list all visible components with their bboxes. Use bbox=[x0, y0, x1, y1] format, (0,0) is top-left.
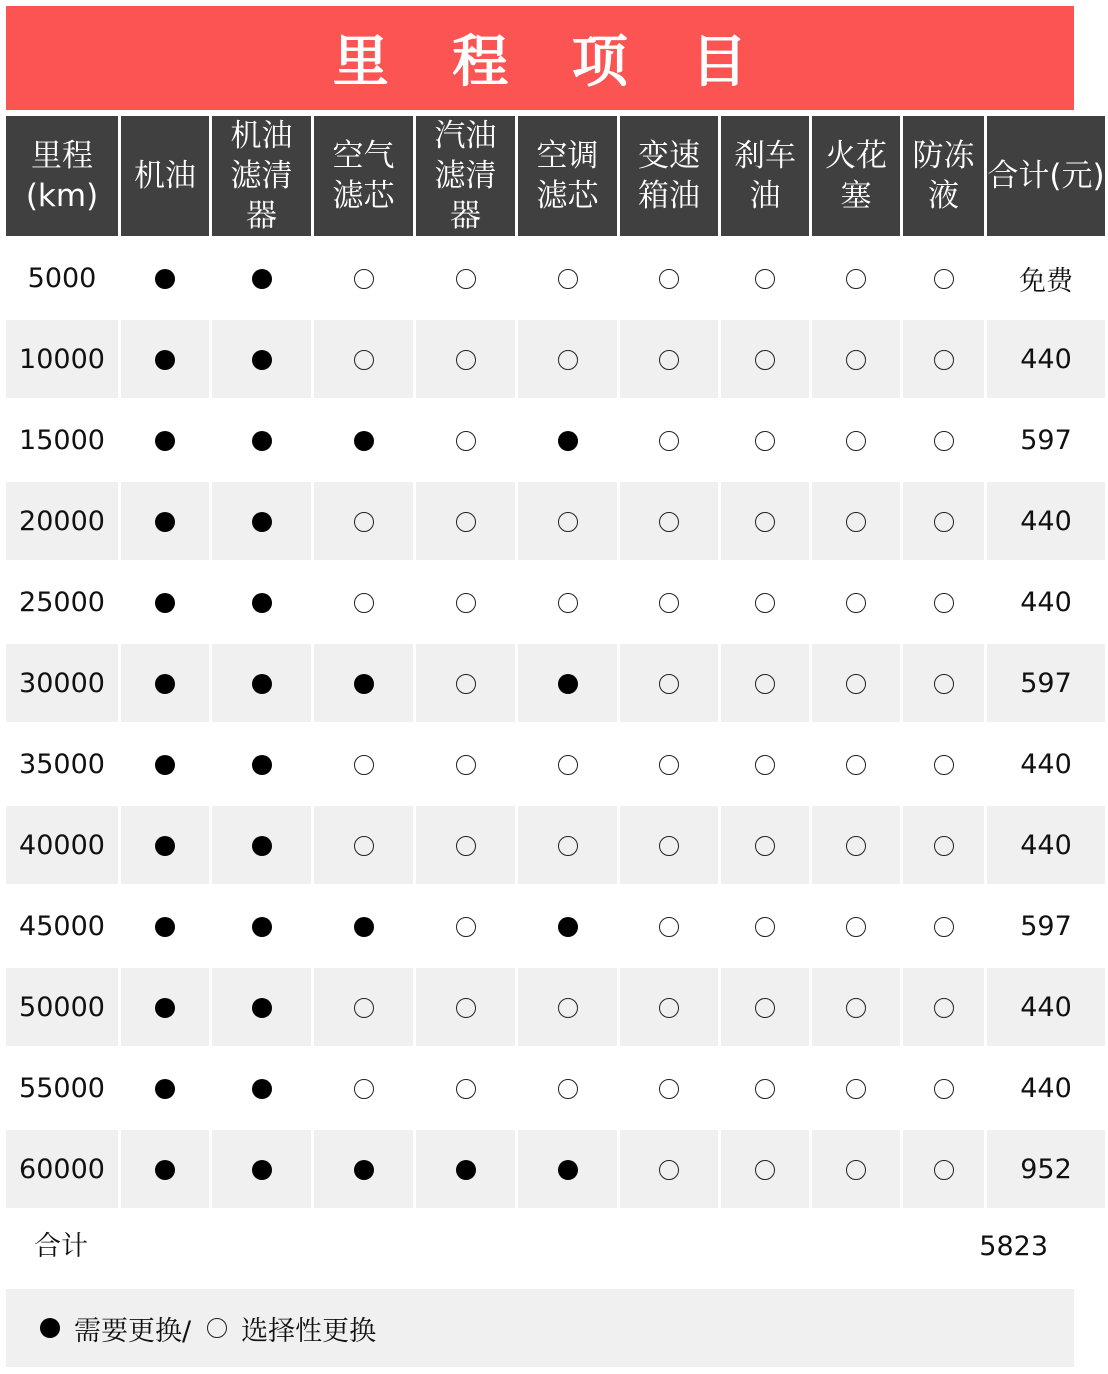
item-cell bbox=[212, 398, 311, 479]
table-row bbox=[6, 317, 1105, 398]
filled-dot-icon bbox=[155, 836, 175, 856]
item-cell bbox=[314, 317, 413, 398]
item-cell bbox=[416, 1046, 515, 1127]
table-row bbox=[6, 803, 1105, 884]
item-cell bbox=[620, 317, 718, 398]
column-header-line: 滤芯 bbox=[536, 178, 599, 214]
item-cell bbox=[121, 479, 209, 560]
row-total-cell: 免费 bbox=[987, 236, 1105, 317]
column-header-line: 刹车 bbox=[734, 138, 796, 174]
row-total-cell: 440 bbox=[987, 965, 1105, 1046]
column-header bbox=[121, 116, 209, 236]
item-cell bbox=[314, 803, 413, 884]
item-cell bbox=[812, 1046, 900, 1127]
empty-dot-icon bbox=[558, 350, 578, 370]
filled-dot-icon bbox=[252, 836, 272, 856]
item-cell bbox=[903, 317, 984, 398]
column-header-line: 箱油 bbox=[638, 178, 700, 214]
empty-dot-icon bbox=[354, 593, 374, 613]
empty-dot-icon bbox=[934, 917, 954, 937]
empty-dot-icon bbox=[755, 350, 775, 370]
empty-dot-icon bbox=[659, 269, 679, 289]
item-cell bbox=[121, 1127, 209, 1208]
filled-dot-icon bbox=[252, 350, 272, 370]
filled-dot-icon bbox=[354, 431, 374, 451]
empty-dot-icon bbox=[659, 836, 679, 856]
empty-dot-icon bbox=[354, 269, 374, 289]
column-header-line: 防冻 bbox=[912, 138, 975, 174]
empty-dot-icon bbox=[456, 593, 476, 613]
table-row bbox=[6, 884, 1105, 965]
column-header-line: 滤清 bbox=[434, 158, 497, 194]
item-cell bbox=[314, 398, 413, 479]
item-cell bbox=[416, 884, 515, 965]
empty-dot-icon bbox=[934, 431, 954, 451]
empty-dot-icon bbox=[456, 674, 476, 694]
empty-dot-icon bbox=[755, 269, 775, 289]
filled-dot-icon bbox=[456, 1160, 476, 1180]
table-row bbox=[6, 236, 1105, 317]
empty-dot-icon bbox=[846, 431, 866, 451]
row-total-cell: 952 bbox=[987, 1127, 1105, 1208]
filled-dot-icon bbox=[155, 755, 175, 775]
filled-dot-icon bbox=[354, 917, 374, 937]
item-cell bbox=[620, 641, 718, 722]
item-cell bbox=[416, 236, 515, 317]
filled-dot-icon bbox=[252, 755, 272, 775]
item-cell bbox=[121, 560, 209, 641]
item-cell bbox=[721, 1046, 809, 1127]
empty-dot-icon bbox=[934, 269, 954, 289]
empty-dot-icon bbox=[934, 836, 954, 856]
column-header-line: 合计(元) bbox=[987, 158, 1105, 194]
row-total-cell: 440 bbox=[987, 317, 1105, 398]
filled-dot-icon bbox=[155, 269, 175, 289]
column-header-line: 器 bbox=[246, 198, 277, 234]
item-cell bbox=[518, 722, 617, 803]
empty-dot-icon bbox=[659, 755, 679, 775]
empty-dot-icon bbox=[755, 998, 775, 1018]
empty-dot-icon bbox=[456, 512, 476, 532]
item-cell bbox=[518, 884, 617, 965]
column-header bbox=[518, 116, 617, 236]
item-cell bbox=[721, 398, 809, 479]
item-cell bbox=[620, 803, 718, 884]
item-cell bbox=[121, 317, 209, 398]
column-header-line: 油 bbox=[749, 178, 781, 214]
item-cell bbox=[620, 479, 718, 560]
item-cell bbox=[620, 1127, 718, 1208]
table-row bbox=[6, 965, 1105, 1046]
empty-dot-icon bbox=[755, 836, 775, 856]
empty-dot-icon bbox=[558, 998, 578, 1018]
column-header bbox=[812, 116, 900, 236]
table-header-row bbox=[6, 116, 1105, 236]
item-cell bbox=[212, 884, 311, 965]
column-header-line: 液 bbox=[928, 178, 959, 214]
empty-dot-icon bbox=[659, 1160, 679, 1180]
mileage-cell: 30000 bbox=[6, 641, 118, 722]
item-cell bbox=[416, 722, 515, 803]
item-cell bbox=[121, 1046, 209, 1127]
column-header bbox=[903, 116, 984, 236]
empty-dot-icon bbox=[354, 755, 374, 775]
item-cell bbox=[416, 965, 515, 1046]
filled-dot-icon bbox=[155, 593, 175, 613]
item-cell bbox=[812, 641, 900, 722]
row-total-cell: 597 bbox=[987, 641, 1105, 722]
column-header-line: 空调 bbox=[536, 138, 599, 174]
item-cell bbox=[121, 641, 209, 722]
item-cell bbox=[121, 236, 209, 317]
empty-dot-icon bbox=[934, 512, 954, 532]
empty-dot-icon bbox=[755, 512, 775, 532]
filled-dot-icon bbox=[155, 350, 175, 370]
filled-dot-icon bbox=[558, 431, 578, 451]
empty-dot-icon bbox=[846, 350, 866, 370]
item-cell bbox=[518, 317, 617, 398]
filled-dot-icon bbox=[252, 512, 272, 532]
empty-dot-icon bbox=[659, 512, 679, 532]
column-header-line: 变速 bbox=[638, 138, 700, 174]
empty-dot-icon bbox=[456, 998, 476, 1018]
empty-dot-icon bbox=[456, 350, 476, 370]
item-cell bbox=[903, 722, 984, 803]
column-header bbox=[212, 116, 311, 236]
item-cell bbox=[620, 1046, 718, 1127]
summary-row bbox=[6, 1208, 1074, 1286]
empty-dot-icon bbox=[456, 431, 476, 451]
table-row bbox=[6, 560, 1105, 641]
empty-dot-icon bbox=[755, 674, 775, 694]
column-header-line: 滤清 bbox=[230, 158, 293, 194]
filled-dot-icon bbox=[354, 1160, 374, 1180]
row-total-cell: 440 bbox=[987, 1046, 1105, 1127]
page-title: 里 程 项 目 bbox=[6, 6, 1074, 110]
item-cell bbox=[416, 479, 515, 560]
table-row bbox=[6, 479, 1105, 560]
column-header bbox=[987, 116, 1105, 236]
item-cell bbox=[416, 398, 515, 479]
item-cell bbox=[903, 641, 984, 722]
item-cell bbox=[212, 965, 311, 1046]
item-cell bbox=[620, 965, 718, 1046]
table-row bbox=[6, 1046, 1105, 1127]
item-cell bbox=[212, 722, 311, 803]
item-cell bbox=[903, 884, 984, 965]
table-row bbox=[6, 722, 1105, 803]
empty-dot-icon bbox=[659, 593, 679, 613]
item-cell bbox=[212, 803, 311, 884]
empty-dot-icon bbox=[659, 917, 679, 937]
empty-dot-icon bbox=[558, 755, 578, 775]
empty-dot-icon bbox=[354, 836, 374, 856]
mileage-cell: 55000 bbox=[6, 1046, 118, 1127]
mileage-cell: 35000 bbox=[6, 722, 118, 803]
row-total-cell: 597 bbox=[987, 884, 1105, 965]
empty-dot-icon bbox=[755, 593, 775, 613]
column-header-line: 器 bbox=[450, 198, 481, 234]
table-row bbox=[6, 398, 1105, 479]
item-cell bbox=[620, 722, 718, 803]
empty-dot-icon bbox=[207, 1318, 227, 1338]
row-total-cell: 440 bbox=[987, 560, 1105, 641]
item-cell bbox=[721, 965, 809, 1046]
item-cell bbox=[416, 317, 515, 398]
empty-dot-icon bbox=[456, 1079, 476, 1099]
item-cell bbox=[721, 803, 809, 884]
item-cell bbox=[416, 641, 515, 722]
empty-dot-icon bbox=[755, 1079, 775, 1099]
empty-dot-icon bbox=[846, 512, 866, 532]
empty-dot-icon bbox=[659, 1079, 679, 1099]
item-cell bbox=[314, 884, 413, 965]
empty-dot-icon bbox=[456, 917, 476, 937]
item-cell bbox=[518, 398, 617, 479]
mileage-cell: 45000 bbox=[6, 884, 118, 965]
empty-dot-icon bbox=[558, 1079, 578, 1099]
summary-label: 合计 bbox=[34, 1231, 88, 1262]
column-header bbox=[620, 116, 718, 236]
filled-dot-icon bbox=[155, 917, 175, 937]
item-cell bbox=[314, 560, 413, 641]
item-cell bbox=[518, 560, 617, 641]
empty-dot-icon bbox=[354, 512, 374, 532]
empty-dot-icon bbox=[755, 917, 775, 937]
empty-dot-icon bbox=[354, 998, 374, 1018]
column-header-line: 塞 bbox=[840, 178, 872, 214]
item-cell bbox=[721, 722, 809, 803]
item-cell bbox=[212, 560, 311, 641]
column-header-line: 里程 bbox=[31, 138, 93, 174]
empty-dot-icon bbox=[354, 350, 374, 370]
empty-dot-icon bbox=[456, 755, 476, 775]
row-total-cell: 440 bbox=[987, 803, 1105, 884]
empty-dot-icon bbox=[659, 431, 679, 451]
item-cell bbox=[121, 965, 209, 1046]
summary-value: 5823 bbox=[979, 1231, 1048, 1262]
item-cell bbox=[903, 560, 984, 641]
empty-dot-icon bbox=[934, 674, 954, 694]
column-header bbox=[314, 116, 413, 236]
item-cell bbox=[903, 965, 984, 1046]
item-cell bbox=[314, 965, 413, 1046]
item-cell bbox=[812, 884, 900, 965]
empty-dot-icon bbox=[846, 674, 866, 694]
item-cell bbox=[121, 398, 209, 479]
item-cell bbox=[721, 560, 809, 641]
item-cell bbox=[121, 722, 209, 803]
filled-dot-icon bbox=[252, 593, 272, 613]
item-cell bbox=[721, 884, 809, 965]
column-header bbox=[721, 116, 809, 236]
item-cell bbox=[314, 722, 413, 803]
item-cell bbox=[721, 1127, 809, 1208]
item-cell bbox=[212, 1046, 311, 1127]
column-header-line: 机油 bbox=[230, 118, 293, 154]
filled-dot-icon bbox=[252, 917, 272, 937]
empty-dot-icon bbox=[456, 269, 476, 289]
mileage-cell: 50000 bbox=[6, 965, 118, 1046]
item-cell bbox=[903, 803, 984, 884]
empty-dot-icon bbox=[558, 269, 578, 289]
empty-dot-icon bbox=[934, 593, 954, 613]
item-cell bbox=[518, 479, 617, 560]
column-header-line: (km) bbox=[25, 178, 99, 214]
column-header bbox=[416, 116, 515, 236]
mileage-cell: 25000 bbox=[6, 560, 118, 641]
filled-dot-icon bbox=[155, 1079, 175, 1099]
item-cell bbox=[416, 803, 515, 884]
mileage-cell: 10000 bbox=[6, 317, 118, 398]
empty-dot-icon bbox=[934, 998, 954, 1018]
empty-dot-icon bbox=[934, 1160, 954, 1180]
legend-required-label: 需要更换/ bbox=[74, 1315, 192, 1347]
filled-dot-icon bbox=[252, 1079, 272, 1099]
column-header-line: 火花 bbox=[825, 138, 887, 174]
item-cell bbox=[620, 398, 718, 479]
item-cell bbox=[518, 1127, 617, 1208]
item-cell bbox=[812, 1127, 900, 1208]
item-cell bbox=[212, 1127, 311, 1208]
empty-dot-icon bbox=[934, 1079, 954, 1099]
empty-dot-icon bbox=[659, 674, 679, 694]
empty-dot-icon bbox=[659, 998, 679, 1018]
item-cell bbox=[518, 236, 617, 317]
item-cell bbox=[416, 1127, 515, 1208]
mileage-cell: 20000 bbox=[6, 479, 118, 560]
item-cell bbox=[314, 1046, 413, 1127]
empty-dot-icon bbox=[846, 269, 866, 289]
mileage-cell: 60000 bbox=[6, 1127, 118, 1208]
empty-dot-icon bbox=[846, 755, 866, 775]
filled-dot-icon bbox=[252, 674, 272, 694]
table-body bbox=[6, 236, 1105, 1208]
item-cell bbox=[903, 479, 984, 560]
column-header bbox=[6, 116, 118, 236]
item-cell bbox=[121, 884, 209, 965]
filled-dot-icon bbox=[155, 431, 175, 451]
table-row bbox=[6, 1127, 1105, 1208]
filled-dot-icon bbox=[558, 1160, 578, 1180]
mileage-cell: 15000 bbox=[6, 398, 118, 479]
empty-dot-icon bbox=[846, 1079, 866, 1099]
empty-dot-icon bbox=[558, 512, 578, 532]
item-cell bbox=[518, 803, 617, 884]
column-header-line: 机油 bbox=[134, 158, 196, 194]
empty-dot-icon bbox=[846, 836, 866, 856]
empty-dot-icon bbox=[659, 350, 679, 370]
item-cell bbox=[212, 236, 311, 317]
item-cell bbox=[121, 803, 209, 884]
item-cell bbox=[518, 965, 617, 1046]
row-total-cell: 440 bbox=[987, 479, 1105, 560]
empty-dot-icon bbox=[846, 1160, 866, 1180]
empty-dot-icon bbox=[755, 1160, 775, 1180]
filled-dot-icon bbox=[558, 917, 578, 937]
item-cell bbox=[518, 641, 617, 722]
item-cell bbox=[212, 641, 311, 722]
item-cell bbox=[620, 884, 718, 965]
item-cell bbox=[721, 236, 809, 317]
filled-dot-icon bbox=[252, 1160, 272, 1180]
item-cell bbox=[903, 1127, 984, 1208]
item-cell bbox=[812, 398, 900, 479]
item-cell bbox=[812, 236, 900, 317]
item-cell bbox=[812, 803, 900, 884]
item-cell bbox=[314, 479, 413, 560]
item-cell bbox=[314, 1127, 413, 1208]
column-header-line: 滤芯 bbox=[332, 178, 395, 214]
item-cell bbox=[212, 479, 311, 560]
empty-dot-icon bbox=[846, 593, 866, 613]
empty-dot-icon bbox=[456, 836, 476, 856]
maintenance-table bbox=[3, 116, 1108, 1208]
filled-dot-icon bbox=[252, 998, 272, 1018]
legend-optional-label: 选择性更换 bbox=[241, 1315, 377, 1347]
item-cell bbox=[314, 236, 413, 317]
filled-dot-icon bbox=[155, 1160, 175, 1180]
item-cell bbox=[721, 479, 809, 560]
empty-dot-icon bbox=[558, 836, 578, 856]
item-cell bbox=[903, 236, 984, 317]
empty-dot-icon bbox=[354, 1079, 374, 1099]
filled-dot-icon bbox=[252, 431, 272, 451]
empty-dot-icon bbox=[846, 998, 866, 1018]
row-total-cell: 440 bbox=[987, 722, 1105, 803]
row-total-cell: 597 bbox=[987, 398, 1105, 479]
empty-dot-icon bbox=[755, 755, 775, 775]
filled-dot-icon bbox=[558, 674, 578, 694]
table-row bbox=[6, 641, 1105, 722]
item-cell bbox=[721, 317, 809, 398]
item-cell bbox=[518, 1046, 617, 1127]
item-cell bbox=[812, 479, 900, 560]
mileage-cell: 40000 bbox=[6, 803, 118, 884]
empty-dot-icon bbox=[934, 350, 954, 370]
item-cell bbox=[812, 560, 900, 641]
filled-dot-icon bbox=[40, 1318, 60, 1338]
empty-dot-icon bbox=[934, 755, 954, 775]
filled-dot-icon bbox=[155, 512, 175, 532]
filled-dot-icon bbox=[155, 998, 175, 1018]
column-header-line: 汽油 bbox=[434, 118, 497, 154]
empty-dot-icon bbox=[846, 917, 866, 937]
filled-dot-icon bbox=[155, 674, 175, 694]
empty-dot-icon bbox=[558, 593, 578, 613]
column-header-line: 空气 bbox=[332, 138, 395, 174]
item-cell bbox=[812, 965, 900, 1046]
item-cell bbox=[620, 560, 718, 641]
item-cell bbox=[212, 317, 311, 398]
mileage-cell: 5000 bbox=[6, 236, 118, 317]
item-cell bbox=[314, 641, 413, 722]
item-cell bbox=[812, 722, 900, 803]
filled-dot-icon bbox=[354, 674, 374, 694]
item-cell bbox=[620, 236, 718, 317]
item-cell bbox=[721, 641, 809, 722]
legend bbox=[6, 1289, 1074, 1367]
filled-dot-icon bbox=[252, 269, 272, 289]
item-cell bbox=[903, 398, 984, 479]
item-cell bbox=[416, 560, 515, 641]
item-cell bbox=[812, 317, 900, 398]
item-cell bbox=[903, 1046, 984, 1127]
empty-dot-icon bbox=[755, 431, 775, 451]
